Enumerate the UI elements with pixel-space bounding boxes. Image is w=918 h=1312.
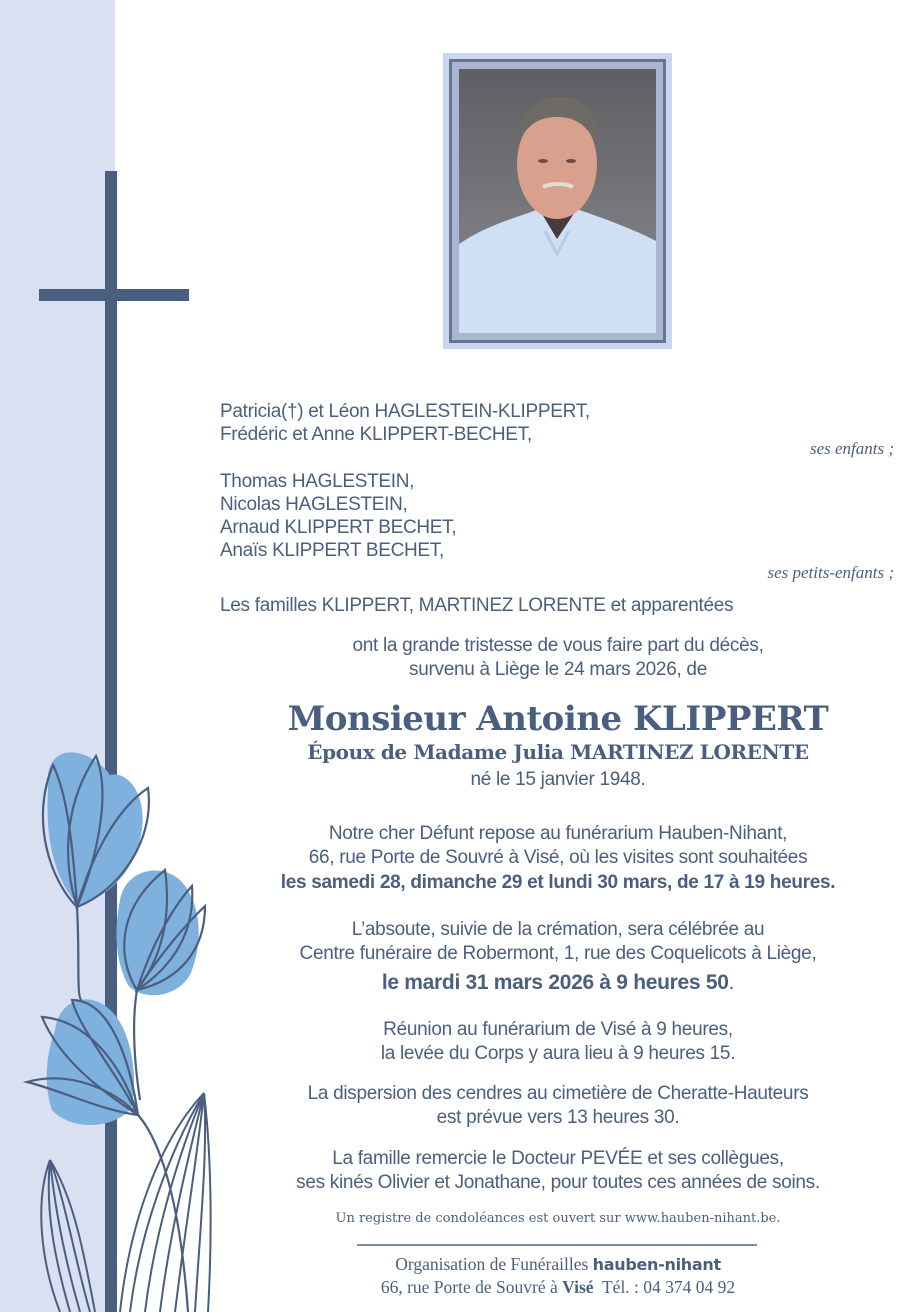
- meeting-line: Réunion au funérarium de Visé à 9 heures,: [383, 1019, 733, 1040]
- birth-date: né le 15 janvier 1948.: [470, 769, 646, 790]
- ceremony-line: Centre funéraire de Robermont, 1, rue des Coquelicots à Liège,: [299, 942, 817, 964]
- visitation-details: [228, 822, 888, 895]
- family-line: Arnaud KLIPPERT BECHET,: [220, 517, 457, 538]
- meeting-details: [228, 1018, 888, 1065]
- ceremony-date: le mardi 31 mars 2026 à 9 heures 50: [381, 971, 729, 994]
- extended-family: [220, 594, 733, 617]
- grandchildren-list: [220, 470, 456, 562]
- ashes-details: [228, 1082, 888, 1129]
- portrait-inner-frame: [449, 59, 666, 343]
- children-list: [220, 400, 590, 446]
- footer: [228, 1253, 888, 1298]
- family-line: Patricia(†) et Léon HAGLESTEIN-KLIPPERT,: [220, 401, 590, 422]
- condolence-registry-note: Un registre de condoléances est ouvert sur www.hauben-nihant.be.: [335, 1211, 781, 1226]
- deceased-block: [228, 699, 888, 792]
- intro-line: survenu à Liège le 24 mars 2026, de: [409, 658, 707, 680]
- thanks-line: La famille remercie le Docteur PEVÉE et ses collègues,: [332, 1148, 784, 1169]
- visit-line: 66, rue Porte de Souvré à Visé, où les visites sont souhaitées: [308, 846, 808, 868]
- ceremony-date-period: .: [728, 971, 735, 994]
- spouse-line: Époux de Madame Julia MARTINEZ LORENTE: [307, 740, 809, 764]
- family-line: Anaïs KLIPPERT BECHET,: [220, 540, 444, 561]
- portrait-photo: [459, 69, 656, 333]
- ashes-line: est prévue vers 13 heures 30.: [436, 1106, 680, 1128]
- deceased-name: Monsieur Antoine KLIPPERT: [287, 699, 829, 739]
- ashes-line: La dispersion des cendres au cimetière de Cheratte-Hauteurs: [307, 1083, 809, 1104]
- address-line: [228, 1276, 888, 1298]
- family-line: Thomas HAGLESTEIN,: [220, 471, 415, 492]
- ceremony-line: L’absoute, suivie de la crémation, sera célébrée au: [351, 919, 765, 940]
- organizer-prefix: Organisation de Funérailles: [395, 1254, 593, 1274]
- families-line: Les familles KLIPPERT, MARTINEZ LORENTE et apparentées: [220, 595, 734, 616]
- thanks-details: [228, 1147, 888, 1194]
- children-role-label: ses enfants ;: [809, 439, 894, 458]
- address-city: Visé: [562, 1277, 594, 1297]
- visit-line: Notre cher Défunt repose au funérarium Hauben-Nihant,: [328, 823, 788, 844]
- thanks-line: ses kinés Olivier et Jonathane, pour toutes ces années de soins.: [296, 1171, 820, 1193]
- footer-divider: [357, 1244, 757, 1246]
- phone-number: Tél. : 04 374 04 92: [593, 1277, 736, 1297]
- family-line: Nicolas HAGLESTEIN,: [220, 494, 408, 515]
- ceremony-details: [228, 918, 888, 995]
- visit-dates: les samedi 28, dimanche 29 et lundi 30 mars, de 17 à 19 heures.: [280, 872, 836, 893]
- organizer-line: [228, 1253, 888, 1276]
- brand-logo: hauben-nihant: [592, 1255, 721, 1274]
- portrait-frame: [443, 53, 672, 349]
- tulip-flower-icon: [116, 870, 205, 1100]
- left-decorative-panel: [0, 0, 115, 1312]
- family-line: Frédéric et Anne KLIPPERT-BECHET,: [220, 424, 532, 445]
- meeting-line: la levée du Corps y aura lieu à 9 heures 15.: [380, 1042, 736, 1064]
- address-prefix: 66, rue Porte de Souvré à: [380, 1277, 563, 1297]
- intro-line: ont la grande tristesse de vous faire part du décès,: [352, 635, 764, 656]
- grandchildren-role-label: ses petits-enfants ;: [767, 563, 894, 582]
- announcement-intro: [228, 634, 888, 681]
